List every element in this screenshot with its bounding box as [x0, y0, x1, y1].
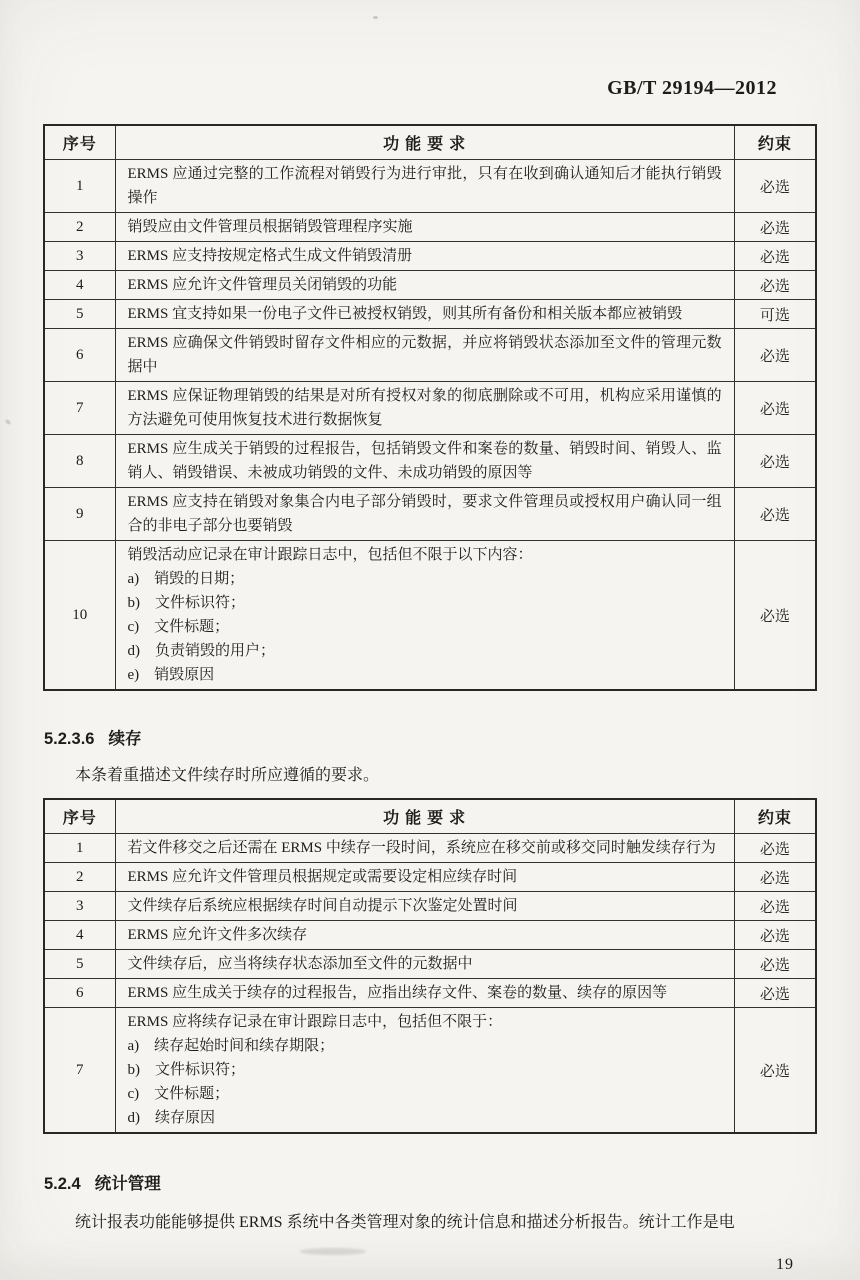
row-number: 5 [44, 300, 115, 329]
requirement-text [115, 300, 734, 329]
constraint-value: 必选 [734, 242, 816, 271]
row-number: 6 [44, 329, 115, 382]
requirement-text [115, 892, 734, 921]
table-row [44, 300, 816, 329]
requirement-line: ERMS 应将续存记录在审计跟踪日志中，包括但不限于： [127, 1014, 503, 1030]
requirement-line: ERMS 应支持按规定格式生成文件销毁清册 [127, 248, 413, 264]
standard-code: GB/T 29194—2012 [607, 77, 777, 99]
requirement-line: ERMS 宜支持如果一份电子文件已被授权销毁，则其所有备份和相关版本都应被销毁 [127, 306, 683, 322]
requirement-line: ERMS 应保证物理销毁的结果是对所有授权对象的彻底删除或不可用，机构应采用谨慎的方法避免可使用恢复技术进行数据恢复 [127, 388, 722, 428]
row-number: 2 [44, 213, 115, 242]
constraint-value: 必选 [734, 921, 816, 950]
row-number: 5 [44, 950, 115, 979]
table-header-row [44, 799, 816, 834]
constraint-value: 必选 [734, 160, 816, 213]
section-paragraph-retention: 本条着重描述文件续存时所应遵循的要求。 [75, 767, 380, 784]
requirement-line: ERMS 应允许文件多次续存 [127, 927, 308, 943]
requirement-line: 若文件移交之后还需在 ERMS 中续存一段时间，系统应在移交前或移交同时触发续存行为 [127, 840, 716, 856]
requirement-text [115, 863, 734, 892]
constraint-value: 必选 [734, 488, 816, 541]
col-header-no: 序号 [44, 799, 115, 834]
row-number: 2 [44, 863, 115, 892]
requirement-line: b) 文件标识符； [127, 1062, 246, 1078]
section-heading-statistics [44, 1174, 817, 1195]
table-row [44, 921, 816, 950]
row-number: 1 [44, 160, 115, 213]
row-number: 10 [44, 541, 115, 691]
destruction-requirements-table [43, 124, 817, 691]
scan-artifact-smudge [300, 1248, 366, 1255]
row-number: 1 [44, 834, 115, 863]
requirement-line: b) 文件标识符； [127, 595, 246, 611]
section-number: 5.2.4 [44, 1175, 81, 1193]
requirement-line: 文件续存后系统应根据续存时间自动提示下次鉴定处置时间 [127, 898, 518, 914]
constraint-value: 必选 [734, 271, 816, 300]
requirement-text [115, 1008, 734, 1134]
table-row [44, 892, 816, 921]
requirement-line: 文件续存后，应当将续存状态添加至文件的元数据中 [127, 956, 473, 972]
constraint-value: 必选 [734, 892, 816, 921]
table-row [44, 242, 816, 271]
row-number: 7 [44, 1008, 115, 1134]
requirement-line: ERMS 应生成关于销毁的过程报告，包括销毁文件和案卷的数量、销毁时间、销毁人、监销人、销毁错误、未被成功销毁的文件、未成功销毁的原因等 [127, 441, 722, 481]
requirement-text [115, 488, 734, 541]
table-row [44, 979, 816, 1008]
table-row [44, 435, 816, 488]
table-row [44, 213, 816, 242]
row-number: 7 [44, 382, 115, 435]
section-title: 续存 [108, 730, 142, 748]
requirement-text [115, 834, 734, 863]
constraint-value: 必选 [734, 329, 816, 382]
row-number: 6 [44, 979, 115, 1008]
table-row [44, 488, 816, 541]
requirement-line: 销毁应由文件管理员根据销毁管理程序实施 [127, 219, 413, 235]
requirement-line: ERMS 应生成关于续存的过程报告，应指出续存文件、案卷的数量、续存的原因等 [127, 985, 668, 1001]
requirement-line: ERMS 应确保文件销毁时留存文件相应的元数据，并应将销毁状态添加至文件的管理元数据中 [127, 335, 722, 375]
row-number: 4 [44, 271, 115, 300]
table-row [44, 863, 816, 892]
row-number: 4 [44, 921, 115, 950]
section-number: 5.2.3.6 [44, 730, 95, 748]
requirement-text [115, 541, 734, 691]
requirement-line: d) 续存原因 [127, 1110, 216, 1126]
row-number: 8 [44, 435, 115, 488]
col-header-constraint: 约束 [734, 125, 816, 160]
constraint-value: 必选 [734, 863, 816, 892]
requirement-line: ERMS 应允许文件管理员根据规定或需要设定相应续存时间 [127, 869, 518, 885]
col-header-no: 序号 [44, 125, 115, 160]
row-number: 9 [44, 488, 115, 541]
constraint-value: 必选 [734, 979, 816, 1008]
requirement-text [115, 921, 734, 950]
requirement-line: c) 文件标题； [127, 1086, 230, 1102]
requirement-line: ERMS 应允许文件管理员关闭销毁的功能 [127, 277, 398, 293]
table-row [44, 950, 816, 979]
requirement-text [115, 160, 734, 213]
row-number: 3 [44, 242, 115, 271]
requirement-line: c) 文件标题； [127, 619, 230, 635]
col-header-requirement: 功 能 要 求 [115, 125, 734, 160]
constraint-value: 必选 [734, 1008, 816, 1134]
table-row [44, 160, 816, 213]
table-row [44, 1008, 816, 1134]
section-paragraph-statistics: 统计报表功能能够提供 ERMS 系统中各类管理对象的统计信息和描述分析报告。统计工作是电 [75, 1214, 735, 1231]
section-heading-retention [44, 729, 817, 750]
constraint-value: 可选 [734, 300, 816, 329]
constraint-value: 必选 [734, 213, 816, 242]
requirement-text [115, 950, 734, 979]
table-row [44, 541, 816, 691]
requirement-line: a) 续存起始时间和续存期限； [127, 1038, 335, 1054]
requirement-line: ERMS 应支持在销毁对象集合内电子部分销毁时，要求文件管理员或授权用户确认同一组合的非电子部分也要销毁 [127, 494, 722, 534]
requirement-line: d) 负责销毁的用户； [127, 643, 276, 659]
col-header-requirement: 功 能 要 求 [115, 799, 734, 834]
requirement-text [115, 213, 734, 242]
table-row [44, 329, 816, 382]
requirement-text [115, 329, 734, 382]
constraint-value: 必选 [734, 382, 816, 435]
requirement-line: 销毁活动应记录在审计跟踪日志中，包括但不限于以下内容： [127, 547, 533, 563]
table-header-row [44, 125, 816, 160]
table-row [44, 834, 816, 863]
requirement-line: a) 销毁的日期； [127, 571, 245, 587]
table-row [44, 271, 816, 300]
col-header-constraint: 约束 [734, 799, 816, 834]
page-number: 19 [776, 1256, 794, 1273]
constraint-value: 必选 [734, 435, 816, 488]
requirement-text [115, 979, 734, 1008]
retention-requirements-table [43, 798, 817, 1134]
constraint-value: 必选 [734, 834, 816, 863]
constraint-value: 必选 [734, 950, 816, 979]
requirement-text [115, 242, 734, 271]
requirement-line: e) 销毁原因 [127, 667, 215, 683]
requirement-line: ERMS 应通过完整的工作流程对销毁行为进行审批，只有在收到确认通知后才能执行销毁操作 [127, 166, 722, 206]
section-title: 统计管理 [94, 1175, 161, 1193]
requirement-text [115, 271, 734, 300]
row-number: 3 [44, 892, 115, 921]
constraint-value: 必选 [734, 541, 816, 691]
requirement-text [115, 435, 734, 488]
table-row [44, 382, 816, 435]
requirement-text [115, 382, 734, 435]
